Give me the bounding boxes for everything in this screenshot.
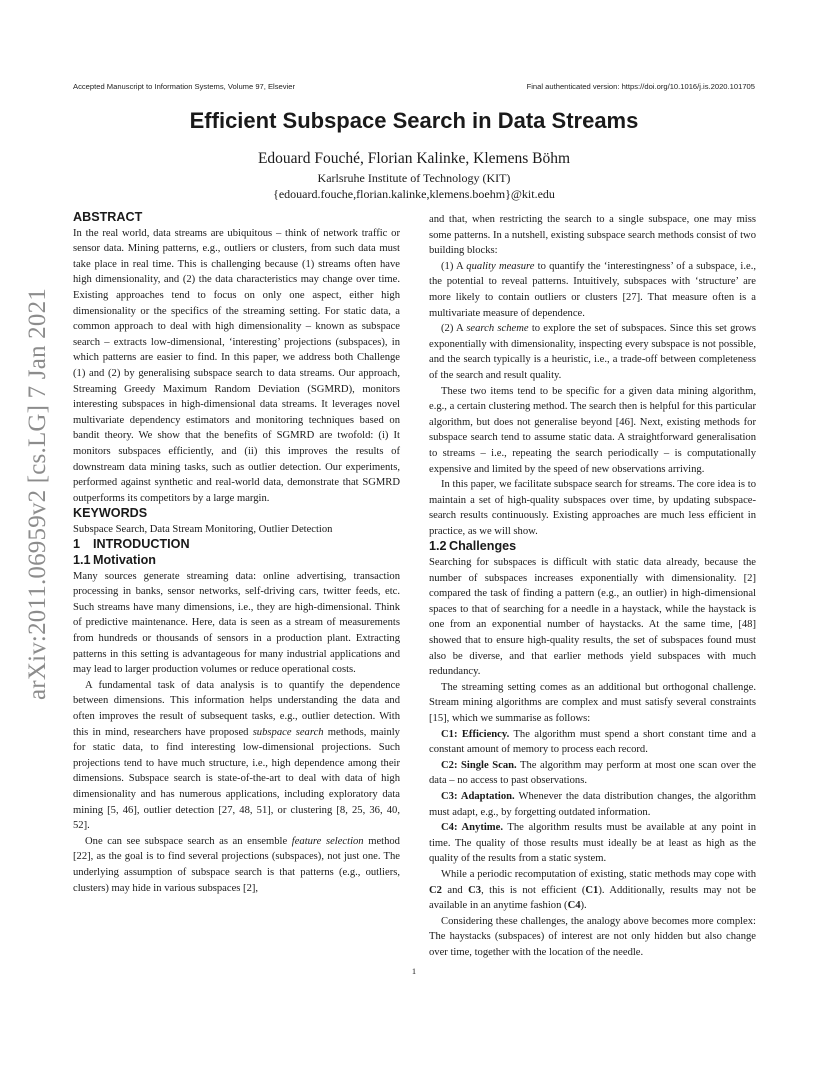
challenges-paragraph-1: Searching for subspaces is difficult with static data already, because the number of subspaces increases exponentially with dimensionality. [2] compared the task of finding a pattern (e.g., an outlier) in high-dimensional spaces to that of searching for a needle in a haystack, while the haystack is one from an exponential number of haystacks. At the same time, [48] showed that to ensure high-quality results, the set of subspaces found must also be diverse, and that earlier methods yield subspaces with much redundancy. <box>429 557 756 678</box>
right-p1-text-b: to quantify the ‘interestingness’ of a subspace, i.e., the potential to reveal patterns. Intuitively, subspaces with ‘structure’ are more likely to contain outliers or clusters [27]. That measure often is a multivariate measure of dependence. <box>429 260 756 319</box>
right-p2-text-a: (2) A <box>441 323 467 335</box>
paper-affiliation: Karlsruhe Institute of Technology (KIT) <box>317 171 511 185</box>
quality-measure-emphasis: quality measure <box>466 260 535 272</box>
p7-ref-c1: C1 <box>585 884 599 896</box>
intro-p3-text-b: method [22], as the goal is to find several projections (subspaces), not just one. The underlying assumption of subspace search is that patterns (e.g., outliers, clusters) may hide in various subspaces [2], <box>73 835 400 894</box>
abstract-heading: ABSTRACT <box>73 210 143 224</box>
p7-text-a: While a periodic recomputation of existing, static methods may cope with <box>441 868 756 880</box>
constraint-c3 <box>429 789 756 820</box>
p7-text-b: , this is not efficient ( <box>481 884 586 896</box>
arxiv-stamp: arXiv:2011.06959v2 [cs.LG] 7 Jan 2021 <box>24 288 51 700</box>
constraint-c4-text: The algorithm results must be available at any point in time. The quality of those results must ideally be at least as high as the quality of the results from a static system. <box>429 822 756 865</box>
paper-title: Efficient Subspace Search in Data Streams <box>189 108 639 133</box>
intro-heading <box>73 537 400 553</box>
keywords-heading: KEYWORDS <box>73 506 148 521</box>
intro-section-title: INTRODUCTION <box>93 537 190 552</box>
intro-section-number: 1 <box>73 537 81 552</box>
intro-p2-emphasis: subspace search <box>252 726 324 738</box>
p7-text-c: ). Additionally, results may not be available in an anytime fashion ( <box>429 884 756 912</box>
abstract-text: In the real world, data streams are ubiquitous – think of network traffic or sensor data. Mining patterns, e.g., outliers or clusters, from such data must take place in real time. This is challenging because (1) streams often have high dimensionality, and (2) the data characteristics may change over time. Existing approaches tend to focus on only one aspect, either high dimensionality or the specifics of the streaming setting. For static data, a common approach to deal with high dimensionality – known as subspace search – extracts low-dimensional, ‘interesting’ projections (subspaces), in which patterns are easier to find. In this paper, we address both Challenge (1) and (2) by generalising subspace search to data streams. Our approach, Streaming Greedy Maximum Random Deviation (SGMRD), monitors interesting subspaces in high-dimensional data streams. It leverages novel multivariate dependency estimators and monitoring techniques based on bandit theory. We show that the benefits of SGMRD are twofold: (i) It monitors subspaces efficiently, and (ii) this improves the results of downstream data mining tasks, such as outlier detection. Our experiments, performed against synthetic and real-world data, demonstrate that SGMRD outperforms its competitors by a large margin. <box>73 227 400 504</box>
constraint-c4-label: C4: Anytime. <box>441 822 503 834</box>
constraint-c2-label: C2: Single Scan. <box>441 759 517 771</box>
constraint-c3-text: Whenever the data distribution changes, the algorithm must adapt, e.g., by forgetting outdated information. <box>429 790 756 818</box>
motivation-section-title: Motivation <box>93 553 156 568</box>
challenges-paragraph-2: The streaming setting comes as an additional but orthogonal challenge. Stream mining algorithms are complex and must satisfy several constraints [15], which we summarise as follows: <box>429 681 756 724</box>
page-number: 1 <box>411 966 417 976</box>
right-paragraph-3: These two items tend to be specific for a given data mining algorithm, e.g., a certain clustering method. The search then is helpful for this particular algorithm, but does not generalise beyond [46]. Next, existing methods for subspace search tend to assume static data. A straightforward generalisation to streams – i.e., repeating the search periodically – is computationally expensive and limited by the speed of new observations arriving. <box>429 385 756 475</box>
quality-measure-paragraph <box>429 259 756 321</box>
p7-ref-c3: C3 <box>468 884 482 896</box>
paper-emails: {edouard.fouche,florian.kalinke,klemens.boehm}@kit.edu <box>273 187 555 201</box>
right-column <box>429 212 756 961</box>
motivation-section-number: 1.1 <box>73 553 91 568</box>
right-paragraph-0: and that, when restricting the search to a single subspace, one may miss some patterns. In a nutshell, existing subspace search methods consist of two building blocks: <box>429 214 756 257</box>
search-scheme-emphasis: search scheme <box>466 323 529 335</box>
constraint-c3-label: C3: Adaptation. <box>441 790 515 802</box>
p7-text-and: and <box>441 884 469 896</box>
constraint-c2-text: The algorithm may perform at most one scan over the data – no access to past observations. <box>429 759 756 787</box>
right-p1-text-a: (1) A <box>441 260 467 272</box>
intro-p3-text-a: One can see subspace search as an ensemble <box>85 835 292 847</box>
constraint-c1 <box>429 727 756 758</box>
running-header-right: Final authenticated version: https://doi.org/10.1016/j.is.2020.101705 <box>526 82 755 91</box>
challenges-section-title: Challenges <box>449 539 517 554</box>
search-scheme-paragraph <box>429 321 756 383</box>
challenges-paragraph-4: Considering these challenges, the analogy above becomes more complex: The haystacks (subspaces) of interest are not only hidden but also change over time, together with the location of the needle. <box>429 915 756 958</box>
right-paragraph-4: In this paper, we facilitate subspace search for streams. The core idea is to maintain a set of high-quality subspaces over time, by updating subspace-search results continuously. Existing approaches are much less efficient in practice, as we will show. <box>429 479 756 537</box>
challenges-paragraph-3 <box>429 867 756 914</box>
constraint-c1-text: The algorithm must spend a short constant time and a constant amount of memory to process each record. <box>429 728 756 756</box>
challenges-heading <box>429 539 756 555</box>
p7-ref-c4: C4 <box>567 900 581 912</box>
intro-paragraph-1: Many sources generate streaming data: online advertising, transaction processing in banks, sensor networks, self-driving cars, twitter feeds, etc. Such streams have many dimensions, i.e., they are high-dimensional. Think of predictive maintenance. Here, data is seen as a stream of measurements from hundreds or thousands of sensors in a production plant. Extracting patterns in this setting is advantageous for many industrial applications and may lead to larger production volumes or reduce operational costs. <box>73 570 400 676</box>
intro-p2-text-b: methods, mainly for static data, to find interesting low-dimensional projections. Such projections tend to have much structure, i.e., high dependence among their dimensions. Subspace search is state-of-the-art to deal with data of high dimensionality and has numerous applications, including exploratory data mining [5, 46], outlier detection [27, 48, 51], or clustering [8, 25, 36, 40, 52]. <box>73 726 400 832</box>
motivation-heading <box>73 553 400 569</box>
paper-authors: Edouard Fouché, Florian Kalinke, Klemens Böhm <box>257 150 571 167</box>
constraint-c4 <box>429 820 756 867</box>
running-header-left: Accepted Manuscript to Information Systems, Volume 97, Elsevier <box>73 82 296 91</box>
p7-text-d: ). <box>580 900 587 912</box>
right-p2-text-b: to explore the set of subspaces. Since this set grows exponentially with dimensionality, inspecting every subspace is not possible, and the search typically is a heuristic, i.e., a trade-off between completeness of the search and result quality. <box>429 323 756 381</box>
p7-ref-c2: C2 <box>429 884 442 896</box>
intro-paragraph-3 <box>73 834 400 896</box>
intro-p2-text-a: A fundamental task of data analysis is to quantify the dependence between dimensions. This information helps understanding the data and often improves the result of subsequent tasks, e.g., outlier detection. With this in mind, researchers have proposed <box>73 679 400 738</box>
left-column <box>73 210 400 896</box>
challenges-section-number: 1.2 <box>429 539 447 554</box>
constraint-c2 <box>429 758 756 789</box>
keywords-text: Subspace Search, Data Stream Monitoring, Outlier Detection <box>73 523 333 535</box>
intro-paragraph-2 <box>73 678 400 834</box>
constraint-c1-label: C1: Efficiency. <box>441 728 510 740</box>
intro-p3-emphasis: feature selection <box>291 835 364 847</box>
